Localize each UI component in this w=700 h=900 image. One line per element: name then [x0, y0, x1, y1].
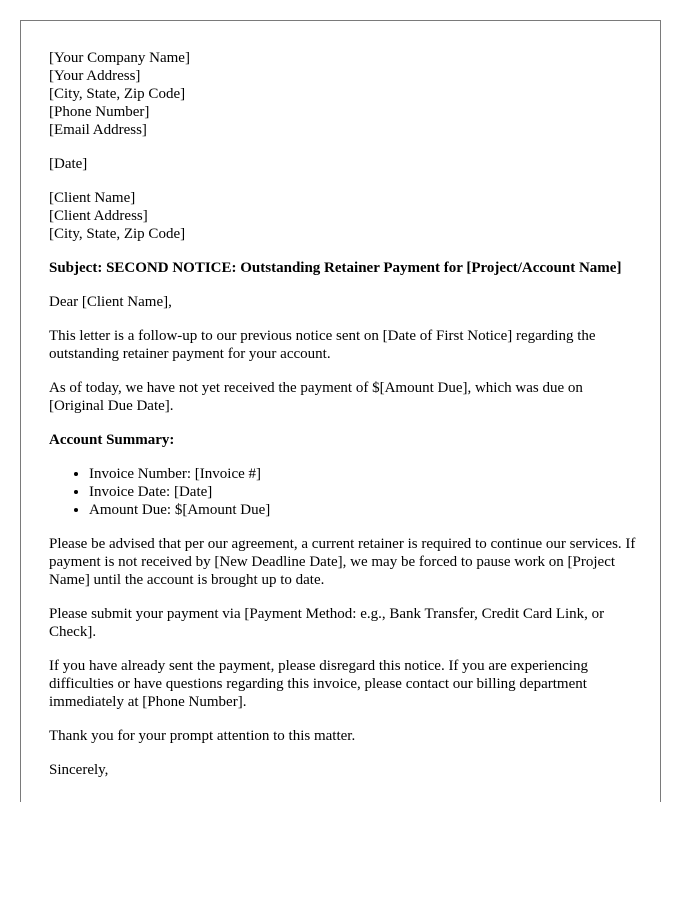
paragraph-payment-status: As of today, we have not yet received the payment of $[Amount Due], which was due on [Original Due Date].	[49, 380, 583, 414]
sender-address: [Your Address]	[49, 68, 141, 84]
sender-city-state-zip: [City, State, Zip Code]	[49, 86, 186, 102]
recipient-block	[49, 189, 639, 243]
paragraph-payment-method: Please submit your payment via [Payment Method: e.g., Bank Transfer, Credit Card Link, or Check].	[49, 606, 605, 640]
sender-phone: [Phone Number]	[49, 104, 150, 120]
salutation: Dear [Client Name],	[49, 294, 172, 310]
sender-email: [Email Address]	[49, 122, 147, 138]
letter-content	[49, 49, 639, 795]
account-summary-list	[49, 465, 639, 519]
letter-date: [Date]	[49, 156, 88, 172]
sender-block	[49, 49, 639, 139]
paragraph-follow-up: This letter is a follow-up to our previous notice sent on [Date of First Notice] regarding the outstanding retainer payment for your account.	[49, 328, 596, 362]
summary-item-invoice-date: • Invoice Date: [Date]	[89, 483, 639, 501]
summary-item-amount-due: • Amount Due: $[Amount Due]	[89, 501, 639, 519]
letter-page	[20, 20, 661, 802]
recipient-name: [Client Name]	[49, 190, 136, 206]
sender-company-name: [Your Company Name]	[49, 50, 190, 66]
account-summary-heading: Account Summary:	[49, 432, 175, 448]
paragraph-agreement: Please be advised that per our agreement, a current retainer is required to continue our services. If payment is not received by [New Deadline Date], we may be forced to pause work on [Project Name] until the account is brought up to date.	[49, 536, 636, 588]
date-block	[49, 155, 639, 173]
summary-item-invoice-number: • Invoice Number: [Invoice #]	[89, 465, 639, 483]
subject-line: Subject: SECOND NOTICE: Outstanding Retainer Payment for [Project/Account Name]	[49, 260, 622, 276]
paragraph-thanks: Thank you for your prompt attention to this matter.	[49, 728, 356, 744]
closing: Sincerely,	[49, 762, 109, 778]
recipient-city-state-zip: [City, State, Zip Code]	[49, 226, 186, 242]
recipient-address: [Client Address]	[49, 208, 148, 224]
paragraph-disregard: If you have already sent the payment, please disregard this notice. If you are experiencing difficulties or have questions regarding this invoice, please contact our billing department immediately at [Phone Number].	[49, 658, 588, 710]
